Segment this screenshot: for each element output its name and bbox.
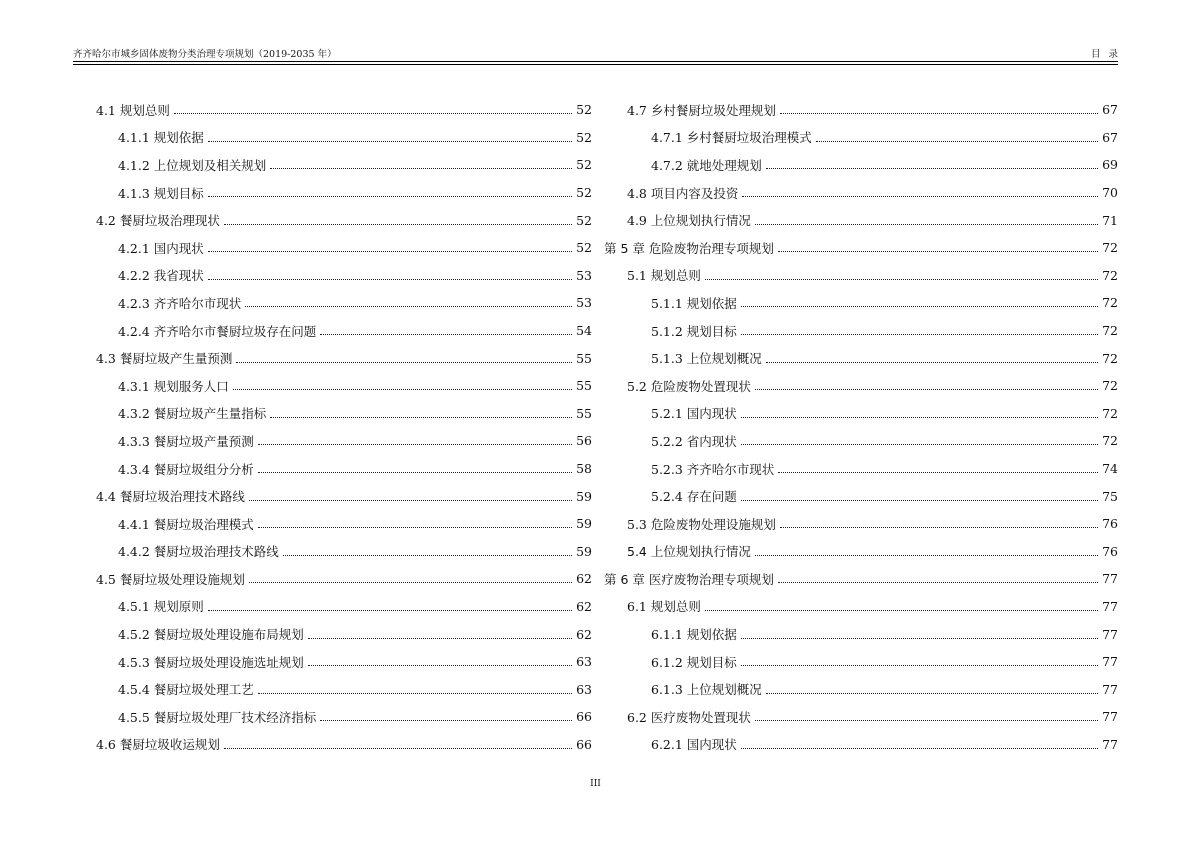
toc-entry-page: 72 (1102, 295, 1118, 311)
dot-leader (283, 555, 572, 556)
toc-entry-page: 75 (1102, 488, 1118, 504)
toc-entry[interactable] (604, 96, 1118, 124)
toc-entry-title: 4.3 餐厨垃圾产生量预测 (96, 351, 233, 367)
toc-entry[interactable] (96, 234, 592, 262)
toc-entry[interactable] (604, 510, 1118, 538)
toc-entry[interactable] (604, 206, 1118, 234)
toc-entry-title: 5.1.1 规划依据 (651, 295, 737, 311)
toc-entry[interactable] (96, 179, 592, 207)
toc-entry-title: 6.1.1 规划依据 (651, 627, 737, 643)
toc-entry-page: 55 (576, 350, 592, 366)
toc-entry[interactable] (604, 593, 1118, 621)
toc-entry[interactable] (604, 648, 1118, 676)
toc-entry-title: 5.4 上位规划执行情况 (627, 544, 751, 560)
toc-entry-title: 4.2.4 齐齐哈尔市餐厨垃圾存在问题 (118, 323, 317, 339)
toc-entry[interactable] (604, 234, 1118, 262)
toc-entry[interactable] (96, 400, 592, 428)
dot-leader (741, 417, 1098, 418)
toc-entry-page: 77 (1102, 654, 1118, 670)
toc-entry[interactable] (96, 289, 592, 317)
toc-entry-title: 4.1 规划总则 (96, 102, 170, 118)
dot-leader (208, 610, 572, 611)
toc-entry[interactable] (96, 206, 592, 234)
toc-entry-page: 56 (576, 433, 592, 449)
dot-leader (258, 527, 572, 528)
toc-entry-title: 6.1.3 上位规划概况 (651, 682, 762, 698)
dot-leader (778, 582, 1098, 583)
toc-entry-title: 4.4.2 餐厨垃圾治理技术路线 (118, 544, 279, 560)
dot-leader (755, 555, 1098, 556)
toc-entry[interactable] (604, 538, 1118, 566)
toc-entry-title: 4.1.2 上位规划及相关规划 (118, 157, 267, 173)
dot-leader (320, 720, 572, 721)
toc-entry[interactable] (604, 262, 1118, 290)
toc-entry-title: 4.7 乡村餐厨垃圾处理规划 (627, 102, 776, 118)
dot-leader (741, 748, 1098, 749)
toc-entry[interactable] (96, 262, 592, 290)
toc-entry-title: 4.5.2 餐厨垃圾处理设施布局规划 (118, 627, 304, 643)
toc-entry-page: 52 (576, 129, 592, 145)
toc-entry-title: 4.3.2 餐厨垃圾产生量指标 (118, 406, 267, 422)
toc-entry[interactable] (96, 151, 592, 179)
dot-leader (741, 500, 1098, 501)
toc-column-left (96, 96, 592, 758)
toc-entry-page: 63 (576, 654, 592, 670)
toc-entry-title: 4.5.4 餐厨垃圾处理工艺 (118, 682, 254, 698)
toc-entry-title: 4.4.1 餐厨垃圾治理模式 (118, 516, 254, 532)
toc-entry-title: 5.2 危险废物处置现状 (627, 378, 751, 394)
header-rule (73, 61, 1118, 62)
dot-leader (766, 168, 1098, 169)
toc-entry-page: 55 (576, 378, 592, 394)
page-header (73, 44, 1126, 60)
dot-leader (208, 279, 572, 280)
toc-entry-title: 4.9 上位规划执行情况 (627, 213, 751, 229)
toc-entry-title: 4.3.1 规划服务人口 (118, 378, 229, 394)
dot-leader (741, 444, 1098, 445)
toc-entry[interactable] (604, 289, 1118, 317)
toc-entry-page: 59 (576, 543, 592, 559)
toc-entry[interactable] (96, 344, 592, 372)
dot-leader (258, 472, 572, 473)
dot-leader (258, 444, 572, 445)
dot-leader (208, 196, 572, 197)
toc-entry-page: 77 (1102, 571, 1118, 587)
toc-entry-page: 77 (1102, 681, 1118, 697)
toc-entry-title: 5.3 危险废物处理设施规划 (627, 516, 776, 532)
toc-entry-page: 53 (576, 267, 592, 283)
dot-leader (778, 472, 1098, 473)
toc-entry-page: 77 (1102, 626, 1118, 642)
dot-leader (208, 251, 572, 252)
toc-entry-page: 72 (1102, 267, 1118, 283)
toc-entry-page: 66 (576, 736, 592, 752)
toc-entry[interactable] (96, 372, 592, 400)
toc-entry-page: 52 (576, 240, 592, 256)
dot-leader (258, 693, 572, 694)
toc-entry-page: 62 (576, 598, 592, 614)
toc-entry-title: 4.2 餐厨垃圾治理现状 (96, 213, 220, 229)
toc-entry-title: 第 5 章 危险废物治理专项规划 (604, 240, 774, 256)
toc-entry-page: 52 (576, 212, 592, 228)
toc-entry-page: 52 (576, 185, 592, 201)
toc-entry-page: 59 (576, 488, 592, 504)
toc-entry-title: 5.2.4 存在问题 (651, 489, 737, 505)
toc-entry-title: 4.4 餐厨垃圾治理技术路线 (96, 489, 245, 505)
page-number: III (590, 779, 601, 789)
header-rule-thin (73, 64, 1118, 65)
toc-entry-page: 62 (576, 571, 592, 587)
dot-leader (755, 720, 1098, 721)
toc-entry[interactable] (604, 455, 1118, 483)
toc-entry[interactable] (604, 151, 1118, 179)
toc-entry[interactable] (604, 179, 1118, 207)
section-label: 目录 (1090, 49, 1126, 60)
toc-entry-title: 4.3.3 餐厨垃圾产量预测 (118, 433, 254, 449)
toc-entry[interactable] (96, 96, 592, 124)
toc-entry[interactable] (604, 400, 1118, 428)
dot-leader (780, 113, 1098, 114)
dot-leader (816, 141, 1098, 142)
toc-entry-page: 67 (1102, 102, 1118, 118)
toc-entry-page: 72 (1102, 350, 1118, 366)
toc-entry-page: 63 (576, 681, 592, 697)
toc-entry[interactable] (96, 565, 592, 593)
toc-entry-page: 72 (1102, 240, 1118, 256)
dot-leader (742, 196, 1098, 197)
toc-entry-page: 62 (576, 626, 592, 642)
dot-leader (705, 279, 1098, 280)
toc-entry-page: 74 (1102, 461, 1118, 477)
toc-entry-page: 67 (1102, 129, 1118, 145)
toc-entry-page: 77 (1102, 709, 1118, 725)
dot-leader (741, 334, 1098, 335)
toc-entry-title: 4.7.1 乡村餐厨垃圾治理模式 (651, 130, 812, 146)
toc-entry[interactable] (96, 510, 592, 538)
toc-entry-title: 4.1.1 规划依据 (118, 130, 204, 146)
toc-entry-title: 5.1.2 规划目标 (651, 323, 737, 339)
dot-leader (308, 665, 572, 666)
toc-entry-page: 54 (576, 323, 592, 339)
dot-leader (249, 582, 572, 583)
toc-entry-page: 52 (576, 157, 592, 173)
dot-leader (766, 362, 1098, 363)
toc-entry[interactable] (604, 675, 1118, 703)
toc-entry[interactable] (604, 482, 1118, 510)
toc-entry-page: 77 (1102, 598, 1118, 614)
dot-leader (308, 638, 572, 639)
dot-leader (270, 417, 572, 418)
toc-entry[interactable] (96, 731, 592, 759)
toc-entry-title: 4.6 餐厨垃圾收运规划 (96, 737, 220, 753)
toc-entry-page: 66 (576, 709, 592, 725)
toc-entry-title: 6.1.2 规划目标 (651, 654, 737, 670)
toc-entry[interactable] (96, 427, 592, 455)
dot-leader (208, 141, 572, 142)
toc-entry-page: 71 (1102, 212, 1118, 228)
toc-entry-title: 5.1 规划总则 (627, 268, 701, 284)
toc-entry-page: 70 (1102, 185, 1118, 201)
toc-entry[interactable] (96, 620, 592, 648)
toc-entry-title: 4.5 餐厨垃圾处理设施规划 (96, 571, 245, 587)
toc-entry-title: 4.3.4 餐厨垃圾组分分析 (118, 461, 254, 477)
toc-entry-page: 77 (1102, 736, 1118, 752)
toc-entry-title: 5.2.3 齐齐哈尔市现状 (651, 461, 775, 477)
dot-leader (755, 224, 1098, 225)
toc-entry-title: 6.1 规划总则 (627, 599, 701, 615)
toc-entry[interactable] (96, 482, 592, 510)
toc-entry-page: 69 (1102, 157, 1118, 173)
toc-entry[interactable] (96, 648, 592, 676)
toc-entry-page: 72 (1102, 433, 1118, 449)
toc-entry-page: 58 (576, 461, 592, 477)
toc-entry-title: 6.2.1 国内现状 (651, 737, 737, 753)
toc-entry-page: 72 (1102, 323, 1118, 339)
toc-entry-page: 72 (1102, 405, 1118, 421)
toc-entry-title: 5.1.3 上位规划概况 (651, 351, 762, 367)
toc-entry[interactable] (96, 124, 592, 152)
toc-entry[interactable] (604, 372, 1118, 400)
toc-entry-page: 76 (1102, 543, 1118, 559)
dot-leader (766, 693, 1098, 694)
dot-leader (780, 527, 1098, 528)
toc-entry-page: 76 (1102, 516, 1118, 532)
dot-leader (755, 389, 1098, 390)
dot-leader (778, 251, 1098, 252)
dot-leader (224, 224, 572, 225)
toc-entry[interactable] (604, 703, 1118, 731)
dot-leader (705, 610, 1098, 611)
toc-entry[interactable] (604, 317, 1118, 345)
toc-entry-title: 5.2.1 国内现状 (651, 406, 737, 422)
toc-entry-title: 6.2 医疗废物处置现状 (627, 709, 751, 725)
toc-entry[interactable] (604, 565, 1118, 593)
toc-entry[interactable] (604, 731, 1118, 759)
dot-leader (320, 334, 572, 335)
toc-entry[interactable] (604, 124, 1118, 152)
toc-entry-title: 4.5.3 餐厨垃圾处理设施选址规划 (118, 654, 304, 670)
toc-entry-page: 72 (1102, 378, 1118, 394)
dot-leader (174, 113, 572, 114)
toc-entry-title: 4.5.1 规划原则 (118, 599, 204, 615)
toc-entry-title: 4.2.2 我省现状 (118, 268, 204, 284)
toc-entry-title: 4.7.2 就地处理规划 (651, 157, 762, 173)
dot-leader (741, 638, 1098, 639)
toc-entry[interactable] (96, 675, 592, 703)
toc-column-right (604, 96, 1118, 758)
toc-entry-title: 4.5.5 餐厨垃圾处理厂技术经济指标 (118, 709, 317, 725)
dot-leader (270, 168, 572, 169)
toc-entry[interactable] (604, 427, 1118, 455)
toc-entry-title: 4.2.3 齐齐哈尔市现状 (118, 295, 242, 311)
toc-entry-page: 55 (576, 405, 592, 421)
toc-entry[interactable] (96, 317, 592, 345)
dot-leader (249, 500, 572, 501)
toc-entry-page: 52 (576, 102, 592, 118)
toc-entry[interactable] (96, 455, 592, 483)
toc-entry[interactable] (604, 620, 1118, 648)
document-title: 齐齐哈尔市城乡固体废物分类治理专项规划（2019-2035 年） (73, 49, 337, 60)
dot-leader (245, 306, 572, 307)
dot-leader (236, 362, 572, 363)
toc-entry-title: 4.2.1 国内现状 (118, 240, 204, 256)
toc-entry[interactable] (96, 703, 592, 731)
toc-entry-title: 5.2.2 省内现状 (651, 433, 737, 449)
toc-entry-title: 4.1.3 规划目标 (118, 185, 204, 201)
toc-entry-title: 第 6 章 医疗废物治理专项规划 (604, 571, 774, 587)
toc-entry-title: 4.8 项目内容及投资 (627, 185, 739, 201)
toc-entry[interactable] (96, 593, 592, 621)
dot-leader (741, 665, 1098, 666)
toc-entry-page: 53 (576, 295, 592, 311)
toc-entry[interactable] (96, 538, 592, 566)
dot-leader (741, 306, 1098, 307)
dot-leader (224, 748, 572, 749)
dot-leader (233, 389, 572, 390)
toc-entry[interactable] (604, 344, 1118, 372)
toc-entry-page: 59 (576, 516, 592, 532)
